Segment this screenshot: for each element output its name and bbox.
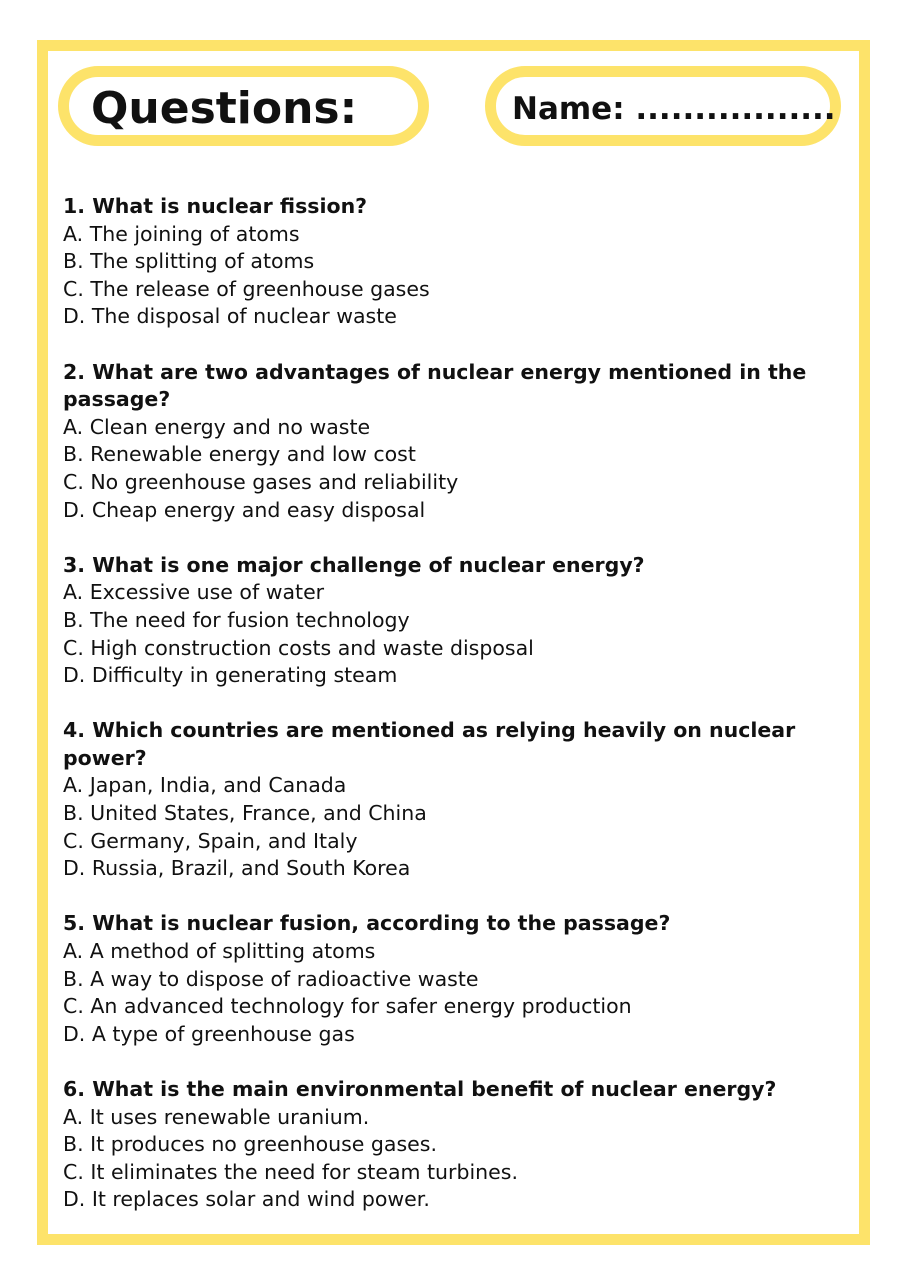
option-d: D. Difficulty in generating steam — [63, 663, 398, 688]
option-b: B. United States, France, and China — [63, 801, 427, 826]
option-b: B. Renewable energy and low cost — [63, 442, 416, 467]
question-text: 1. What is nuclear fission? — [63, 194, 368, 218]
question-6 — [63, 1076, 823, 1214]
name-field-label: Name: ................. — [512, 91, 836, 127]
name-pill — [485, 66, 841, 146]
option-d: D. A type of greenhouse gas — [63, 1021, 355, 1046]
option-b: B. It produces no greenhouse gases. — [63, 1132, 437, 1157]
question-text: 2. What are two advantages of nuclear energy mentioned in the passage? — [63, 359, 807, 412]
question-text: 5. What is nuclear fusion, according to the passage? — [63, 911, 671, 936]
page-title: Questions: — [91, 83, 358, 134]
option-b: B. A way to dispose of radioactive waste — [63, 966, 479, 991]
question-3 — [63, 552, 823, 690]
option-b: B. The need for fusion technology — [63, 607, 410, 632]
option-c: C. It eliminates the need for steam turbines. — [63, 1159, 518, 1184]
question-5 — [63, 910, 823, 1048]
option-c: C. High construction costs and waste disposal — [63, 635, 534, 660]
option-a: A. Clean energy and no waste — [63, 414, 371, 439]
option-a: A. It uses renewable uranium. — [63, 1104, 370, 1129]
question-4 — [63, 717, 823, 883]
title-pill — [58, 66, 429, 146]
option-a: A. A method of splitting atoms — [63, 939, 376, 964]
option-c: C. An advanced technology for safer energy production — [63, 994, 632, 1019]
question-2 — [63, 359, 823, 525]
option-a: A. Japan, India, and Canada — [63, 773, 347, 798]
question-text: 6. What is the main environmental benefit of nuclear energy? — [63, 1077, 777, 1101]
option-a: A. The joining of atoms — [63, 221, 300, 246]
question-1 — [63, 193, 823, 331]
option-d: D. Russia, Brazil, and South Korea — [63, 856, 411, 881]
option-a: A. Excessive use of water — [63, 580, 325, 605]
option-b: B. The splitting of atoms — [63, 249, 315, 274]
option-c: C. Germany, Spain, and Italy — [63, 828, 358, 853]
option-d: D. Cheap energy and easy disposal — [63, 497, 426, 522]
question-list — [63, 193, 823, 1242]
option-c: C. No greenhouse gases and reliability — [63, 469, 459, 494]
question-text: 4. Which countries are mentioned as relying heavily on nuclear power? — [63, 718, 796, 770]
option-d: D. It replaces solar and wind power. — [63, 1187, 430, 1212]
option-c: C. The release of greenhouse gases — [63, 276, 430, 301]
question-text: 3. What is one major challenge of nuclear energy? — [63, 552, 645, 577]
option-d: D. The disposal of nuclear waste — [63, 304, 397, 329]
